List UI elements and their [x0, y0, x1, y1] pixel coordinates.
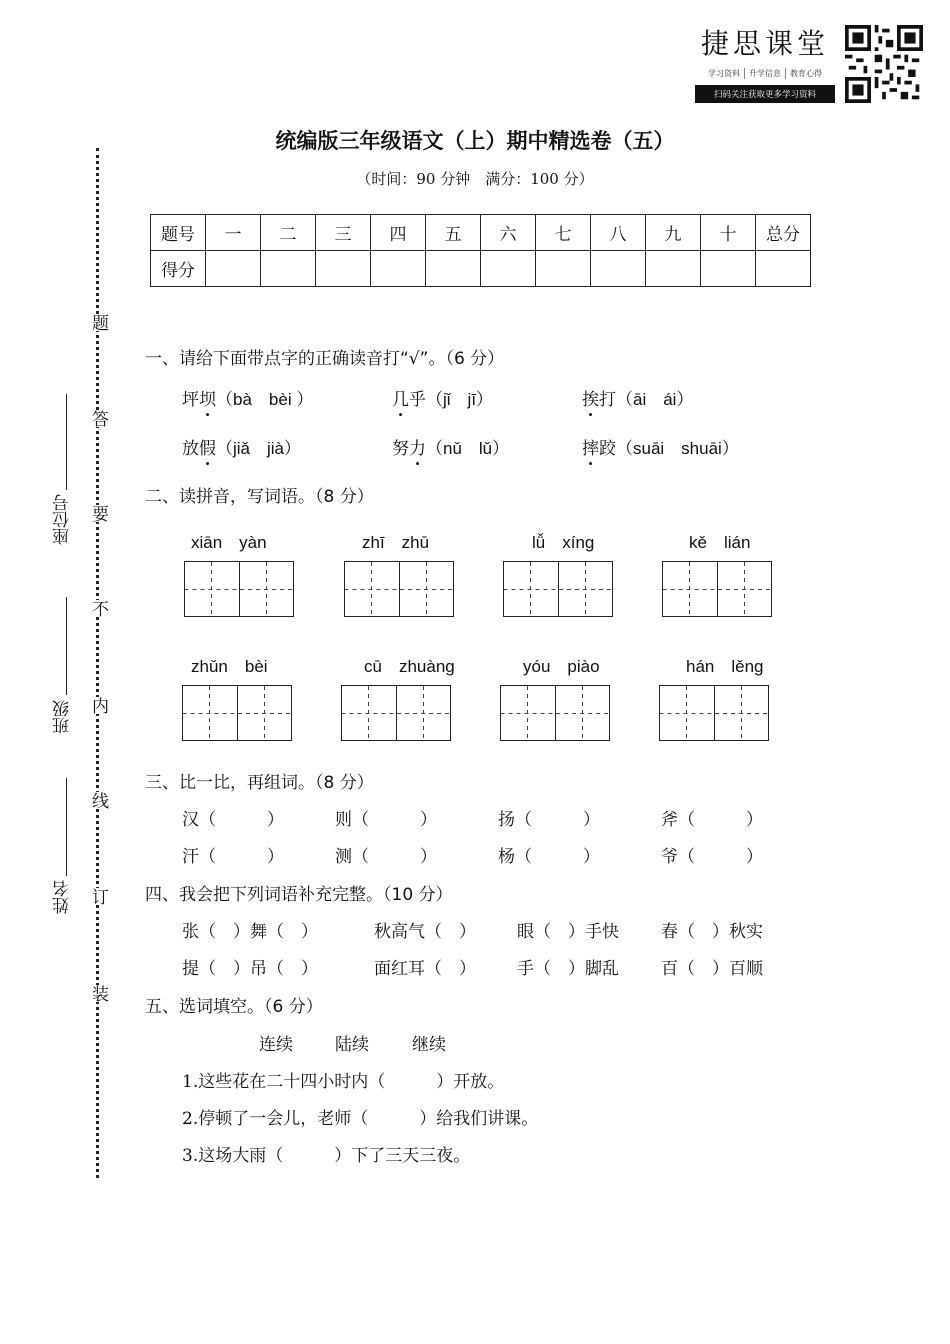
page-subtitle: （时间：90 分钟 满分：100 分）: [356, 170, 594, 188]
table-cell: 十: [701, 215, 756, 251]
pinyin-label: lǚ xíng: [532, 533, 595, 552]
q4-item[interactable]: 张（ ）舞（ ）: [182, 922, 318, 942]
q1-item: 挨打（āi ái）: [582, 390, 694, 410]
table-cell: 五: [426, 215, 481, 251]
dotted-char: 挨: [582, 390, 599, 410]
pinyin-label: kě lián: [689, 533, 751, 552]
q4-heading: 四、我会把下列词语补充完整。（10 分）: [145, 885, 453, 905]
word-option: 陆续: [335, 1035, 369, 1055]
score-input-cell[interactable]: [591, 251, 646, 287]
pinyin-label: zhī zhū: [362, 533, 430, 552]
table-cell: 二: [261, 215, 316, 251]
q4-item[interactable]: 眼（ ）手快: [517, 922, 619, 942]
pinyin-label: zhǔn bèi: [191, 657, 268, 676]
brand-tag: 学习资料: [708, 69, 740, 78]
q4-item[interactable]: 春（ ）秋实: [661, 922, 763, 942]
q3-heading: 三、比一比，再组词。（8 分）: [145, 773, 374, 793]
binding-word: 内: [86, 697, 111, 714]
binding-word: 答: [86, 410, 111, 427]
score-input-cell[interactable]: [646, 251, 701, 287]
q3-item[interactable]: 杨（ ）: [498, 847, 600, 867]
q4-item[interactable]: 提（ ）吊（ ）: [182, 959, 318, 979]
score-table: [150, 214, 811, 287]
binding-dotted-line: [96, 148, 99, 1178]
table-cell: 四: [371, 215, 426, 251]
q4-item[interactable]: 面红耳（ ）: [374, 959, 476, 979]
score-input-cell[interactable]: [701, 251, 756, 287]
table-cell: 一: [206, 215, 261, 251]
q3-item[interactable]: 测（ ）: [335, 847, 437, 867]
q1-item: 放假（jiǎ jià）: [182, 439, 302, 459]
brand-bar: 扫码关注获取更多学习资料: [695, 85, 835, 103]
writing-grid[interactable]: [184, 561, 294, 617]
page-title: 统编版三年级语文（上）期中精选卷（五）: [275, 129, 675, 153]
q3-item[interactable]: 则（ ）: [335, 810, 437, 830]
writing-grid[interactable]: [344, 561, 454, 617]
class-field-line[interactable]: [66, 597, 67, 695]
writing-grid[interactable]: [182, 685, 292, 741]
table-cell: 九: [646, 215, 701, 251]
q4-item[interactable]: 秋高气（ ）: [374, 922, 476, 942]
seat-field-line[interactable]: [66, 394, 67, 490]
table-cell: 总分: [756, 215, 811, 251]
binding-word: 要: [86, 505, 111, 522]
pinyin-label: xiān yàn: [191, 533, 267, 552]
writing-grid[interactable]: [503, 561, 613, 617]
score-table-score-row: [151, 251, 811, 287]
score-input-cell[interactable]: [316, 251, 371, 287]
binding-word: 订: [86, 888, 111, 905]
brand-tag: 教育心得: [785, 68, 822, 79]
q3-item[interactable]: 爷（ ）: [661, 847, 763, 867]
q2-heading: 二、读拼音，写词语。（8 分）: [145, 487, 374, 507]
dotted-char: 假: [199, 439, 216, 459]
score-input-cell[interactable]: [481, 251, 536, 287]
brand-block: [695, 22, 835, 103]
binding-word: 线: [86, 792, 111, 809]
name-field-line[interactable]: [66, 778, 67, 876]
score-input-cell[interactable]: [536, 251, 591, 287]
q5-sentence[interactable]: 3.这场大雨（ ）下了三天三夜。: [182, 1146, 471, 1166]
q1-item: 摔跤（suāi shuāi）: [582, 439, 739, 459]
binding-word: 题: [86, 314, 111, 331]
binding-word: 装: [86, 985, 111, 1002]
q5-sentence[interactable]: 2.停顿了一会儿，老师（ ）给我们讲课。: [182, 1109, 539, 1129]
score-table-header-row: [151, 215, 811, 251]
q5-sentence[interactable]: 1.这些花在二十四小时内（ ）开放。: [182, 1072, 505, 1092]
table-cell: 八: [591, 215, 646, 251]
writing-grid[interactable]: [341, 685, 451, 741]
dotted-char: 力: [409, 439, 426, 459]
q1-heading: 一、请给下面带点字的正确读音打“√”。（6 分）: [145, 349, 505, 369]
word-option: 继续: [412, 1035, 446, 1055]
score-input-cell[interactable]: [261, 251, 316, 287]
brand-name: 捷思课堂: [700, 27, 829, 60]
table-cell: 题号: [151, 215, 206, 251]
q4-item[interactable]: 手（ ）脚乱: [517, 959, 619, 979]
word-option: 连续: [259, 1035, 293, 1055]
score-input-cell[interactable]: [756, 251, 811, 287]
q3-item[interactable]: 扬（ ）: [498, 810, 600, 830]
writing-grid[interactable]: [500, 685, 610, 741]
score-input-cell[interactable]: [206, 251, 261, 287]
writing-grid[interactable]: [662, 561, 772, 617]
q4-item[interactable]: 百（ ）百顺: [661, 959, 763, 979]
pinyin-label: cū zhuàng: [364, 657, 455, 676]
dotted-char: 摔: [582, 439, 599, 459]
table-cell: 六: [481, 215, 536, 251]
q1-item: 几乎（jǐ jī）: [392, 390, 494, 410]
brand-tags: [695, 68, 835, 79]
brand-tag: 升学信息: [744, 68, 781, 79]
score-input-cell[interactable]: [426, 251, 481, 287]
score-input-cell[interactable]: [371, 251, 426, 287]
dotted-char: 坝: [199, 390, 216, 410]
q3-item[interactable]: 斧（ ）: [661, 810, 763, 830]
table-cell: 七: [536, 215, 591, 251]
pinyin-label: hán lěng: [686, 657, 764, 676]
q3-item[interactable]: 汗（ ）: [182, 847, 284, 867]
q3-item[interactable]: 汉（ ）: [182, 810, 284, 830]
q1-item: 努力（nǔ lǔ）: [392, 439, 510, 459]
qr-code-icon[interactable]: [845, 25, 923, 103]
table-cell: 三: [316, 215, 371, 251]
binding-word: 不: [86, 600, 111, 617]
pinyin-label: yóu piào: [523, 657, 600, 676]
name-field-label: 姓名: [53, 880, 73, 914]
q5-heading: 五、选词填空。（6 分）: [145, 997, 323, 1017]
writing-grid[interactable]: [659, 685, 769, 741]
table-cell: 得分: [151, 251, 206, 287]
dotted-char: 几: [392, 390, 409, 410]
seat-field-label: 座位号: [53, 494, 73, 545]
q1-item: 坪坝（bà bèi ）: [182, 390, 314, 410]
class-field-label: 班级: [53, 700, 73, 734]
